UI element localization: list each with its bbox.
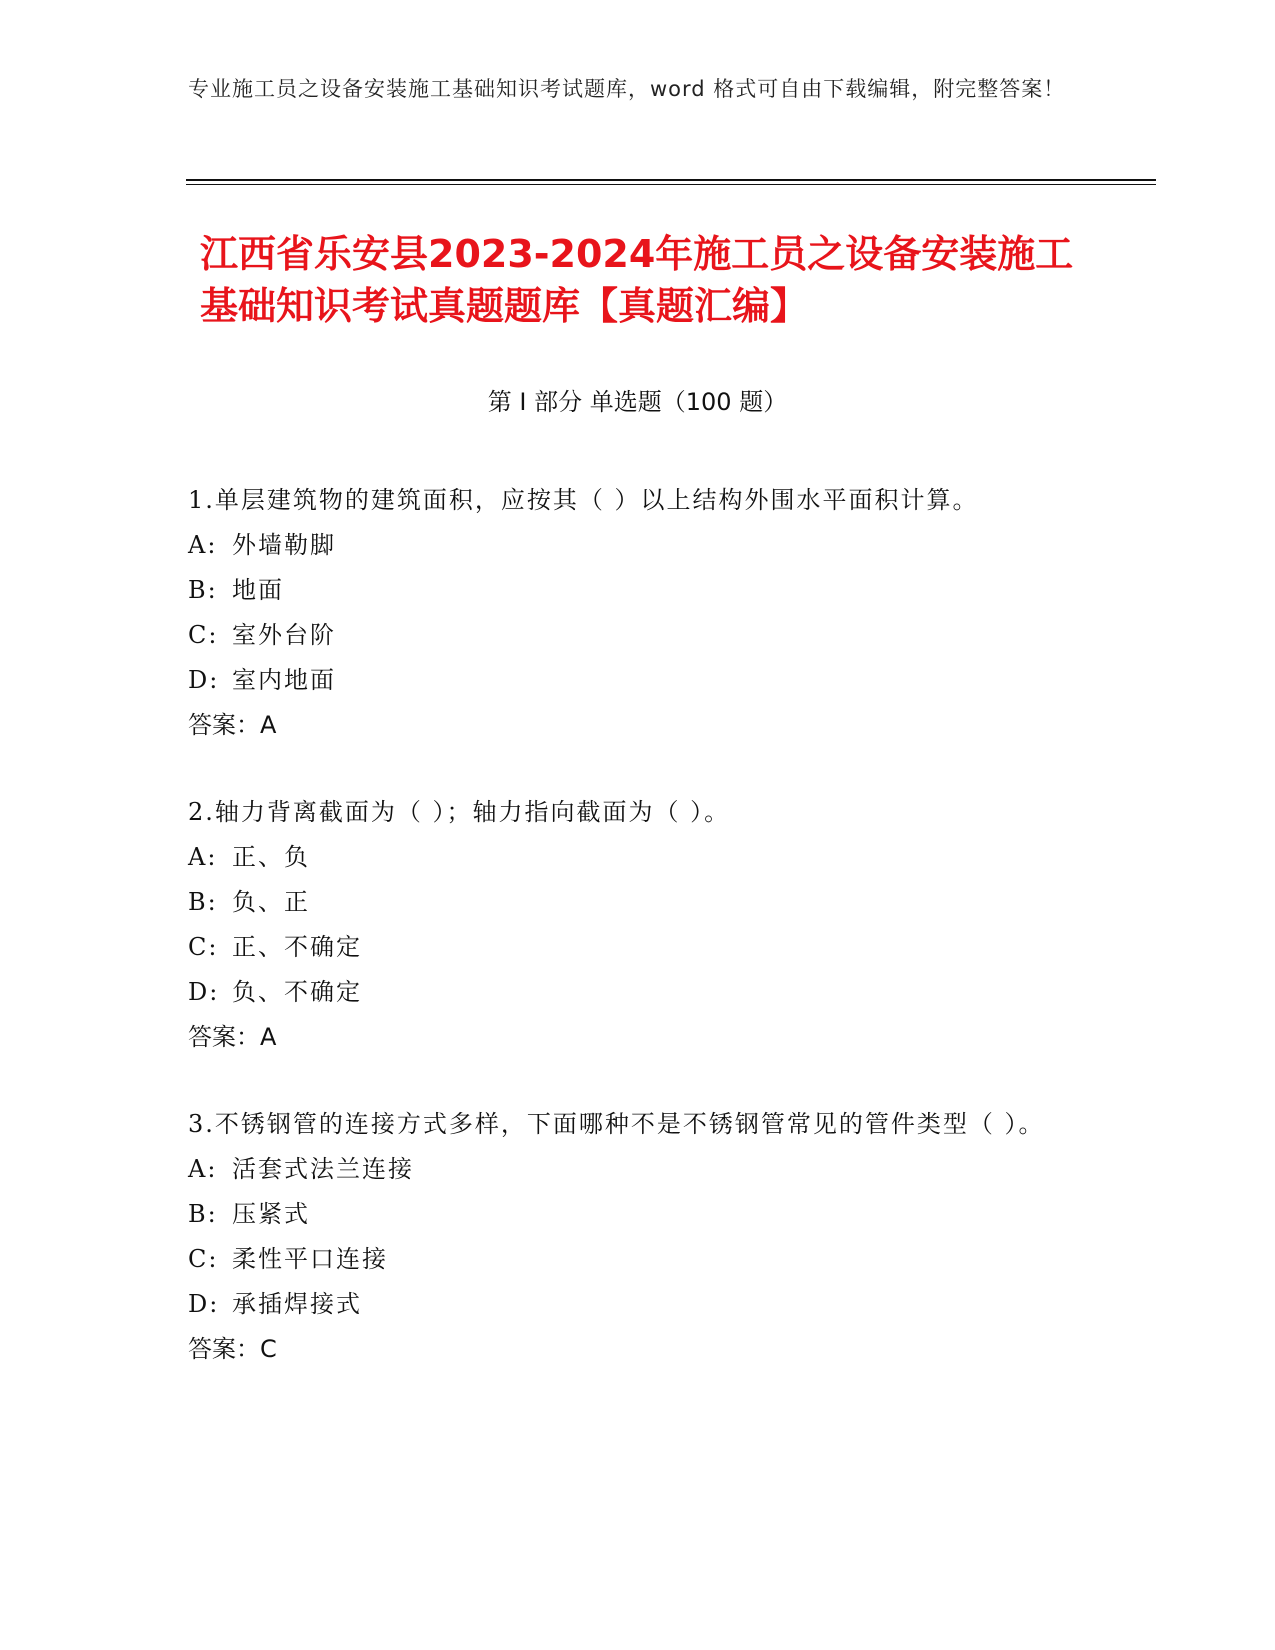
option-b — [188, 568, 1088, 613]
answer-line: 答案：A — [188, 711, 277, 739]
question-stem: 3.不锈钢管的连接方式多样，下面哪种不是不锈钢管常见的管件类型（ ）。 — [188, 1110, 1045, 1138]
option-text: 负、正 — [232, 888, 310, 916]
option-text: 活套式法兰连接 — [232, 1155, 414, 1183]
option-key: A: — [188, 531, 218, 559]
document-title: 江西省乐安县2023-2024年施工员之设备安装施工基础知识考试真题题库【真题汇编】 — [200, 232, 1074, 328]
header-note: 专业施工员之设备安装施工基础知识考试题库，word 格式可自由下载编辑，附完整答案！ — [188, 77, 1066, 101]
option-c — [188, 1237, 1088, 1282]
option-a — [188, 1147, 1088, 1192]
option-key: B: — [188, 1200, 218, 1228]
option-d — [188, 970, 1088, 1015]
question-stem: 2.轴力背离截面为（ ）；轴力指向截面为（ ）。 — [188, 798, 731, 826]
option-key: D: — [188, 666, 220, 694]
option-text: 负、不确定 — [232, 978, 362, 1006]
option-d — [188, 658, 1088, 703]
option-key: C: — [188, 621, 219, 649]
option-key: C: — [188, 933, 219, 961]
question-3 — [188, 1102, 1088, 1372]
header-divider-thin — [186, 184, 1156, 185]
answer-line: 答案：A — [188, 1023, 277, 1051]
option-key: C: — [188, 1245, 219, 1273]
option-a — [188, 523, 1088, 568]
question-stem: 1.单层建筑物的建筑面积，应按其（ ）以上结构外围水平面积计算。 — [188, 486, 979, 514]
option-b — [188, 880, 1088, 925]
option-key: A: — [188, 843, 218, 871]
option-text: 柔性平口连接 — [232, 1245, 388, 1273]
question-2 — [188, 790, 1088, 1060]
option-text: 承插焊接式 — [232, 1290, 362, 1318]
question-list — [188, 478, 1088, 1414]
option-c — [188, 613, 1088, 658]
option-text: 室外台阶 — [232, 621, 336, 649]
option-key: D: — [188, 978, 220, 1006]
option-text: 地面 — [232, 576, 284, 604]
header-divider-thick — [186, 179, 1156, 181]
option-c — [188, 925, 1088, 970]
question-1 — [188, 478, 1088, 748]
option-text: 正、负 — [232, 843, 310, 871]
option-text: 正、不确定 — [232, 933, 362, 961]
option-text: 外墙勒脚 — [232, 531, 336, 559]
section-title: 第 I 部分 单选题（100 题） — [487, 388, 788, 416]
option-text: 室内地面 — [232, 666, 336, 694]
option-d — [188, 1282, 1088, 1327]
option-b — [188, 1192, 1088, 1237]
option-key: A: — [188, 1155, 218, 1183]
option-text: 压紧式 — [232, 1200, 310, 1228]
option-a — [188, 835, 1088, 880]
option-key: B: — [188, 888, 218, 916]
answer-line: 答案：C — [188, 1335, 277, 1363]
option-key: D: — [188, 1290, 220, 1318]
option-key: B: — [188, 576, 218, 604]
